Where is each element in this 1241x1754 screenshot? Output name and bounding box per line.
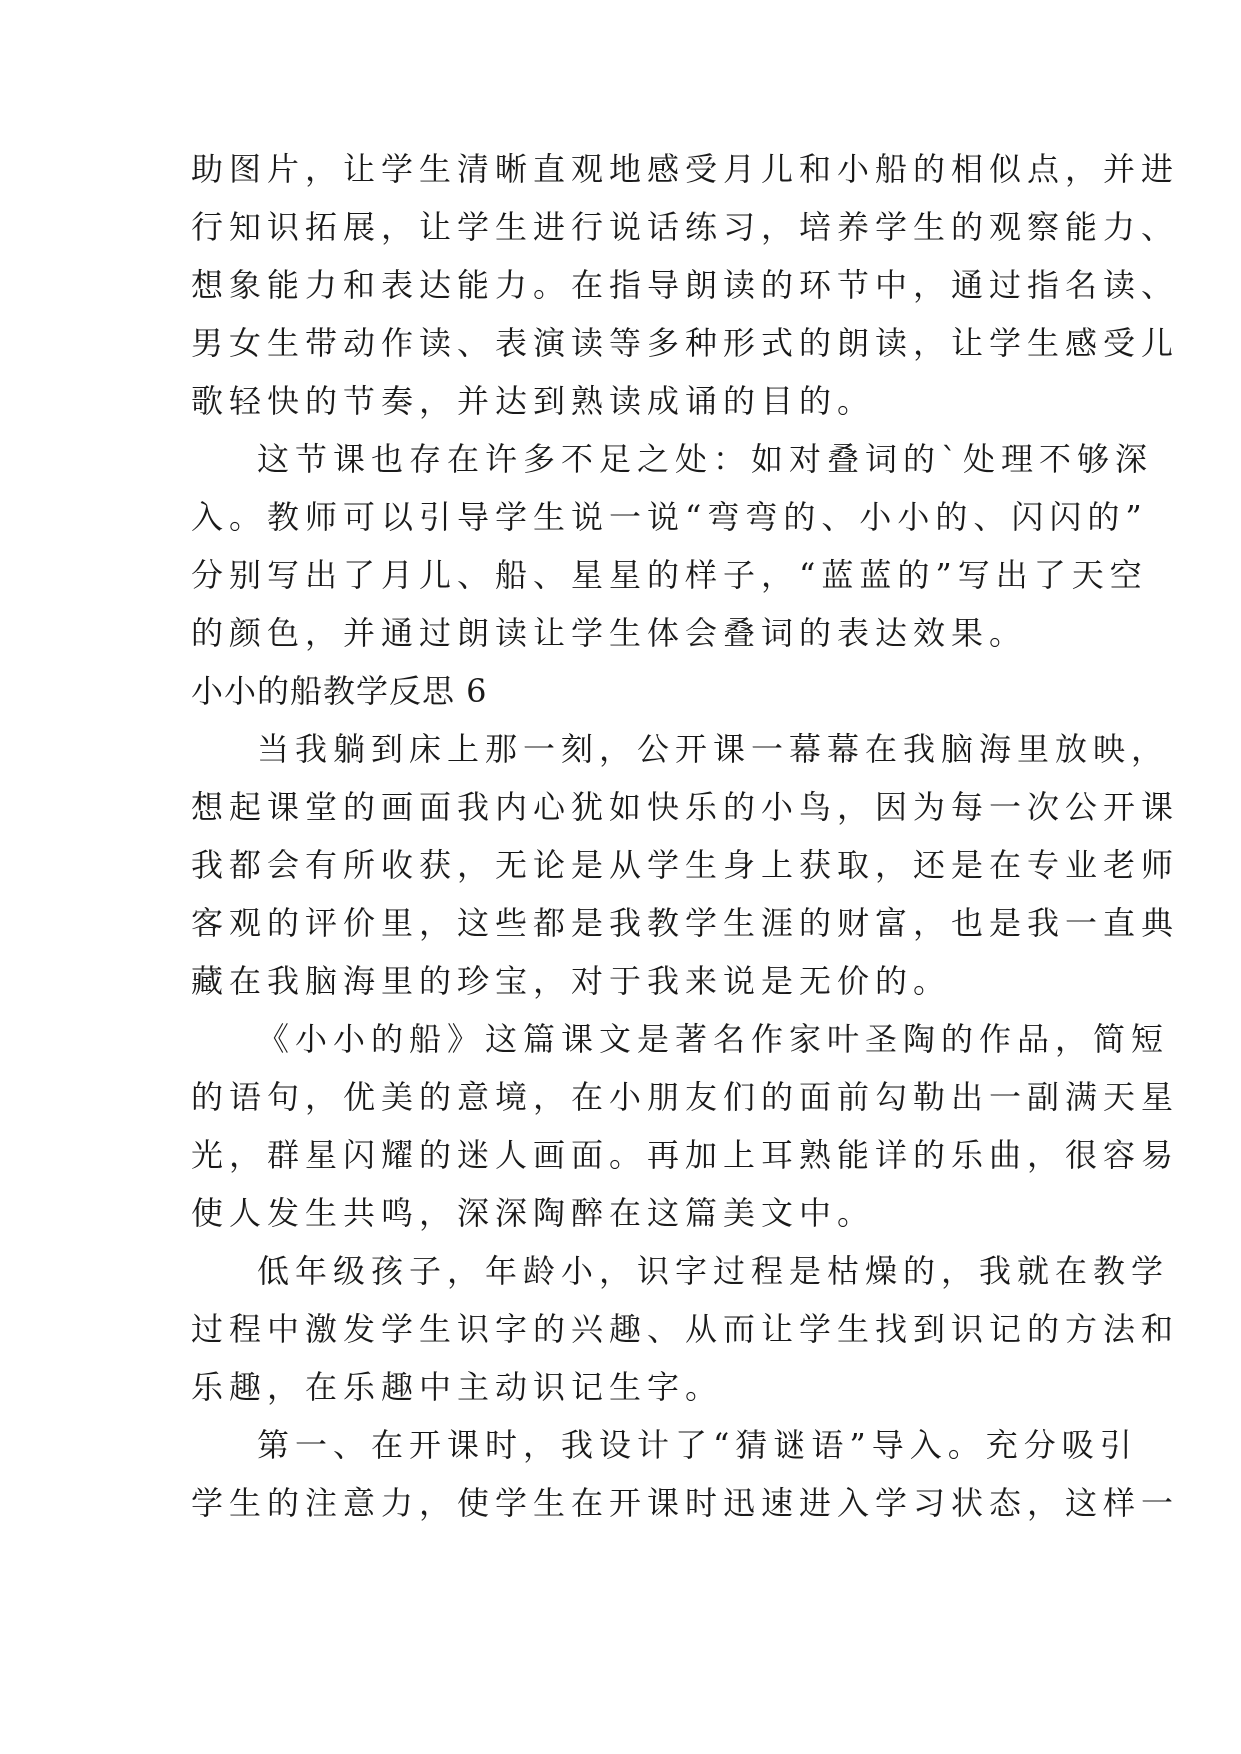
text-line: 这节课也存在许多不足之处：如对叠词的`处理不够深 (257, 440, 1154, 478)
text-line: 乐趣，在乐趣中主动识记生字。 (191, 1368, 724, 1406)
text-line: 助图片，让学生清晰直观地感受月儿和小船的相似点，并进 (191, 150, 1180, 188)
text-line: 低年级孩子，年龄小，识字过程是枯燥的，我就在教学 (257, 1252, 1170, 1290)
text-line: 使人发生共鸣，深深陶醉在这篇美文中。 (191, 1194, 876, 1232)
text-line: 光，群星闪耀的迷人画面。再加上耳熟能详的乐曲，很容易 (191, 1136, 1180, 1174)
text-line: 分别写出了月儿、船、星星的样子，“蓝蓝的”写出了天空 (191, 556, 1148, 594)
text-line: 想起课堂的画面我内心犹如快乐的小鸟，因为每一次公开课 (191, 788, 1180, 826)
text-line: 想象能力和表达能力。在指导朗读的环节中，通过指名读、 (191, 266, 1180, 304)
text-line: 男女生带动作读、表演读等多种形式的朗读，让学生感受儿 (191, 324, 1180, 362)
text-line: 客观的评价里，这些都是我教学生涯的财富，也是我一直典 (191, 904, 1180, 942)
text-line: 行知识拓展，让学生进行说话练习，培养学生的观察能力、 (191, 208, 1180, 246)
text-line: 过程中激发学生识字的兴趣、从而让学生找到识记的方法和 (191, 1310, 1180, 1348)
text-line: 第一、在开课时，我设计了“猜谜语”导入。充分吸引 (257, 1426, 1138, 1464)
section-heading: 小小的船教学反思 6 (191, 672, 488, 710)
text-line: 入。教师可以引导学生说一说“弯弯的、小小的、闪闪的” (191, 498, 1148, 536)
text-line: 的颜色，并通过朗读让学生体会叠词的表达效果。 (191, 614, 1028, 652)
text-line: 我都会有所收获，无论是从学生身上获取，还是在专业老师 (191, 846, 1180, 884)
document-page (191, 140, 1180, 1532)
text-line: 歌轻快的节奏，并达到熟读成诵的目的。 (191, 382, 876, 420)
text-line: 的语句，优美的意境，在小朋友们的面前勾勒出一副满天星 (191, 1078, 1180, 1116)
text-line: 当我躺到床上那一刻，公开课一幕幕在我脑海里放映， (257, 730, 1170, 768)
text-line: 学生的注意力，使学生在开课时迅速进入学习状态，这样一 (191, 1484, 1180, 1522)
text-line: 《小小的船》这篇课文是著名作家叶圣陶的作品，简短 (257, 1020, 1170, 1058)
text-line: 藏在我脑海里的珍宝，对于我来说是无价的。 (191, 962, 952, 1000)
